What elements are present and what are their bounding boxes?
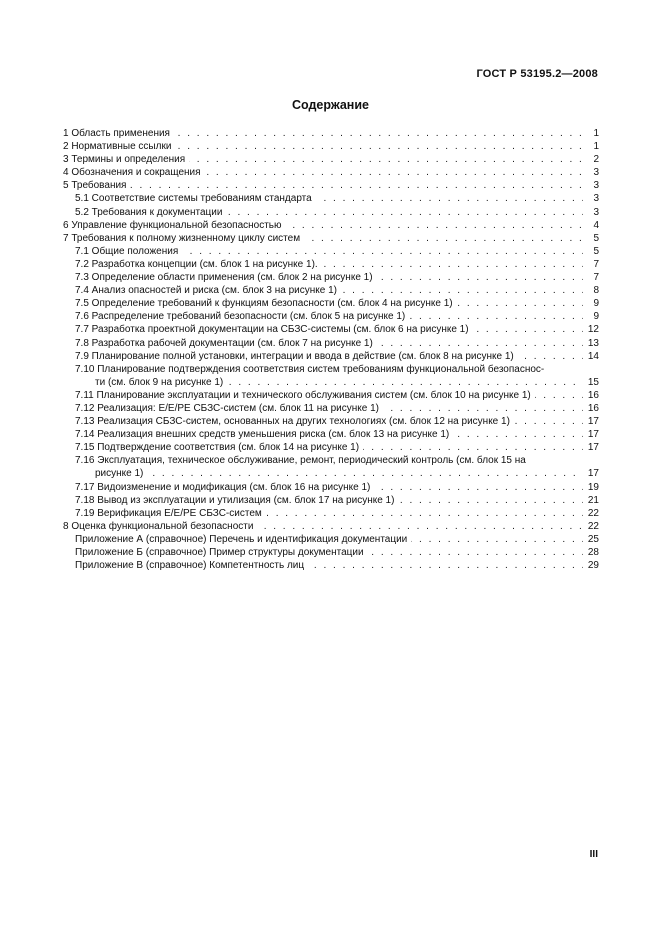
toc-entry-text: 7.2 Разработка концепции (см. блок 1 на рисунке 1).: [75, 259, 322, 270]
toc-entry[interactable]: [63, 127, 599, 140]
toc-entry[interactable]: [63, 310, 599, 323]
toc-entry-page: 2: [593, 154, 599, 166]
toc-entry-text: 2 Нормативные ссылки: [63, 141, 175, 152]
toc-entry-text: 7.5 Определение требований к функциям безопасности (см. блок 4 на рисунке 1): [75, 298, 457, 309]
toc-entry-page: 3: [593, 206, 599, 218]
toc-entry[interactable]: [63, 415, 599, 428]
toc-entry[interactable]: [63, 546, 599, 559]
toc-entry[interactable]: [63, 179, 599, 192]
toc-entry[interactable]: [63, 337, 599, 350]
toc-entry[interactable]: [63, 494, 599, 507]
toc-entry-text: 8 Оценка функциональной безопасности: [63, 521, 257, 532]
toc-entry-page: 12: [587, 324, 599, 336]
toc-entry[interactable]: [63, 389, 599, 402]
toc-entry-text: 7.10 Планирование подтверждения соответствия систем требованиям функциональной безопаснос-: [75, 363, 545, 375]
toc-entry-text: 7.14 Реализация внешних средств уменьшения риска (см. блок 13 на рисунке 1): [75, 429, 453, 440]
toc-entry[interactable]: [63, 219, 599, 232]
toc-entry[interactable]: [63, 520, 599, 533]
toc-entry[interactable]: [63, 441, 599, 454]
toc-entry-page: 16: [587, 402, 599, 414]
page-number: III: [589, 849, 598, 860]
toc-entry-page: 5: [593, 232, 599, 244]
toc-entry-text: Приложение В (справочное) Компетентность лиц: [75, 560, 308, 571]
toc-entry-text: 7.3 Определение области применения (см. блок 2 на рисунке 1): [75, 272, 377, 283]
toc-entry-page: 22: [587, 507, 599, 519]
toc-entry-page: 4: [593, 219, 599, 231]
toc-entry-text: Приложение А (справочное) Перечень и идентификация документации: [75, 534, 411, 545]
toc-entry-page: 17: [587, 468, 599, 480]
toc-entry[interactable]: [63, 258, 599, 271]
toc-entry-page: 9: [593, 298, 599, 310]
toc-entry[interactable]: [63, 481, 599, 494]
toc-entry-text: 7.15 Подтверждение соответствия (см. блок 14 на рисунке 1): [75, 442, 363, 453]
toc-entry[interactable]: [63, 402, 599, 415]
toc-entry-page: 5: [593, 245, 599, 257]
toc-entry-page: 7: [593, 258, 599, 270]
toc-entry-page: 15: [587, 376, 599, 388]
toc-entry[interactable]: [63, 192, 599, 205]
toc-entry-page: 29: [587, 560, 599, 572]
toc-entry-text-continued: рисунке 1): [95, 468, 147, 479]
toc-title: Содержание: [291, 98, 369, 112]
toc-entry-text: 3 Термины и определения: [63, 154, 189, 165]
toc-entry-text: 7.9 Планирование полной установки, интеграции и ввода в действие (см. блок 8 на рисунке 1): [75, 351, 518, 362]
toc-entry-text: 4 Обозначения и сокращения: [63, 167, 205, 178]
toc-entry[interactable]: [63, 153, 599, 166]
toc-entry-text: 7.19 Верификация Е/Е/РЕ СБЗС-систем: [75, 508, 266, 519]
toc-entry[interactable]: [63, 428, 599, 441]
toc-entry-page: 9: [593, 311, 599, 323]
toc-entry-text: 7.16 Эксплуатация, техническое обслуживание, ремонт, периодический контроль (см. блок 15 на: [75, 455, 526, 467]
toc-entry-page: 17: [587, 429, 599, 441]
toc-entry-text: 7.1 Общие положения: [75, 246, 182, 257]
toc-entry-text: 5.1 Соответствие системы требованиям стандарта: [75, 193, 316, 204]
toc-entry[interactable]: [63, 206, 599, 219]
toc-entry-text: 7.4 Анализ опасностей и риска (см. блок 3 на рисунке 1): [75, 285, 341, 296]
toc-entry-page: 1: [593, 128, 599, 139]
toc-entry-page: 21: [587, 494, 599, 506]
toc-entry-page: 28: [587, 547, 599, 558]
toc-entry-text: 7.13 Реализация СБЗС-систем, основанных на других технологиях (см. блок 12 на рисунке 1): [75, 416, 514, 427]
toc-entry[interactable]: [63, 284, 599, 297]
toc-entry[interactable]: [63, 350, 599, 363]
toc-entry[interactable]: [63, 533, 599, 546]
toc-entry-page: 25: [587, 533, 599, 545]
toc-entry-page: 3: [593, 193, 599, 205]
toc-entry-page: 19: [587, 481, 599, 493]
toc-entry-text: Приложение Б (справочное) Пример структуры документации: [75, 547, 368, 558]
toc-entry-text: 5.2 Требования к документации: [75, 207, 226, 218]
toc-entry-text: 7.7 Разработка проектной документации на СБЗС-системы (см. блок 6 на рисунке 1): [75, 324, 473, 335]
toc-entry[interactable]: [63, 271, 599, 284]
toc-entry-text: 7 Требования к полному жизненному циклу систем: [63, 233, 304, 244]
toc-entry[interactable]: [63, 559, 599, 572]
toc-entry-page: 13: [587, 337, 599, 349]
toc-entry-page: 3: [593, 180, 599, 192]
toc-entry-text-continued: ти (см. блок 9 на рисунке 1): [95, 377, 227, 388]
toc-entry[interactable]: [63, 507, 599, 520]
toc-entry-text: 7.17 Видоизменение и модификация (см. блок 16 на рисунке 1): [75, 482, 374, 493]
toc-entry[interactable]: [63, 363, 599, 389]
toc-entry-text: 7.8 Разработка рабочей документации (см. блок 7 на рисунке 1): [75, 338, 377, 349]
toc-entry-text: 5 Требования: [63, 180, 130, 191]
toc-entry[interactable]: [63, 297, 599, 310]
table-of-contents: [63, 127, 599, 572]
toc-entry-text: 6 Управление функциональной безопасностью: [63, 220, 286, 231]
toc-entry[interactable]: [63, 454, 599, 480]
toc-entry-text: 7.6 Распределение требований безопасности (см. блок 5 на рисунке 1): [75, 311, 409, 322]
toc-entry-text: 7.18 Вывод из эксплуатации и утилизация (см. блок 17 на рисунке 1): [75, 495, 398, 506]
toc-entry[interactable]: [63, 140, 599, 153]
toc-entry-page: 1: [593, 141, 599, 153]
toc-entry-text: 7.11 Планирование эксплуатации и технического обслуживания систем (см. блок 10 на рисунке 1): [75, 390, 535, 401]
toc-entry-page: 3: [593, 167, 599, 179]
toc-entry-text: 7.12 Реализация: Е/Е/РЕ СБЗС-систем (см. блок 11 на рисунке 1): [75, 403, 383, 414]
toc-entry-text: 1 Область применения: [63, 128, 174, 139]
toc-entry-page: 17: [587, 442, 599, 454]
standard-designation: ГОСТ Р 53195.2—2008: [476, 68, 598, 80]
toc-entry-page: 14: [587, 350, 599, 362]
toc-entry-page: 8: [593, 285, 599, 297]
toc-entry[interactable]: [63, 166, 599, 179]
toc-entry[interactable]: [63, 232, 599, 245]
toc-entry-page: 16: [587, 389, 599, 401]
toc-entry-page: 17: [587, 416, 599, 428]
toc-entry[interactable]: [63, 323, 599, 336]
toc-entry-page: 22: [587, 520, 599, 532]
toc-entry[interactable]: [63, 245, 599, 258]
toc-entry-page: 7: [593, 272, 599, 284]
